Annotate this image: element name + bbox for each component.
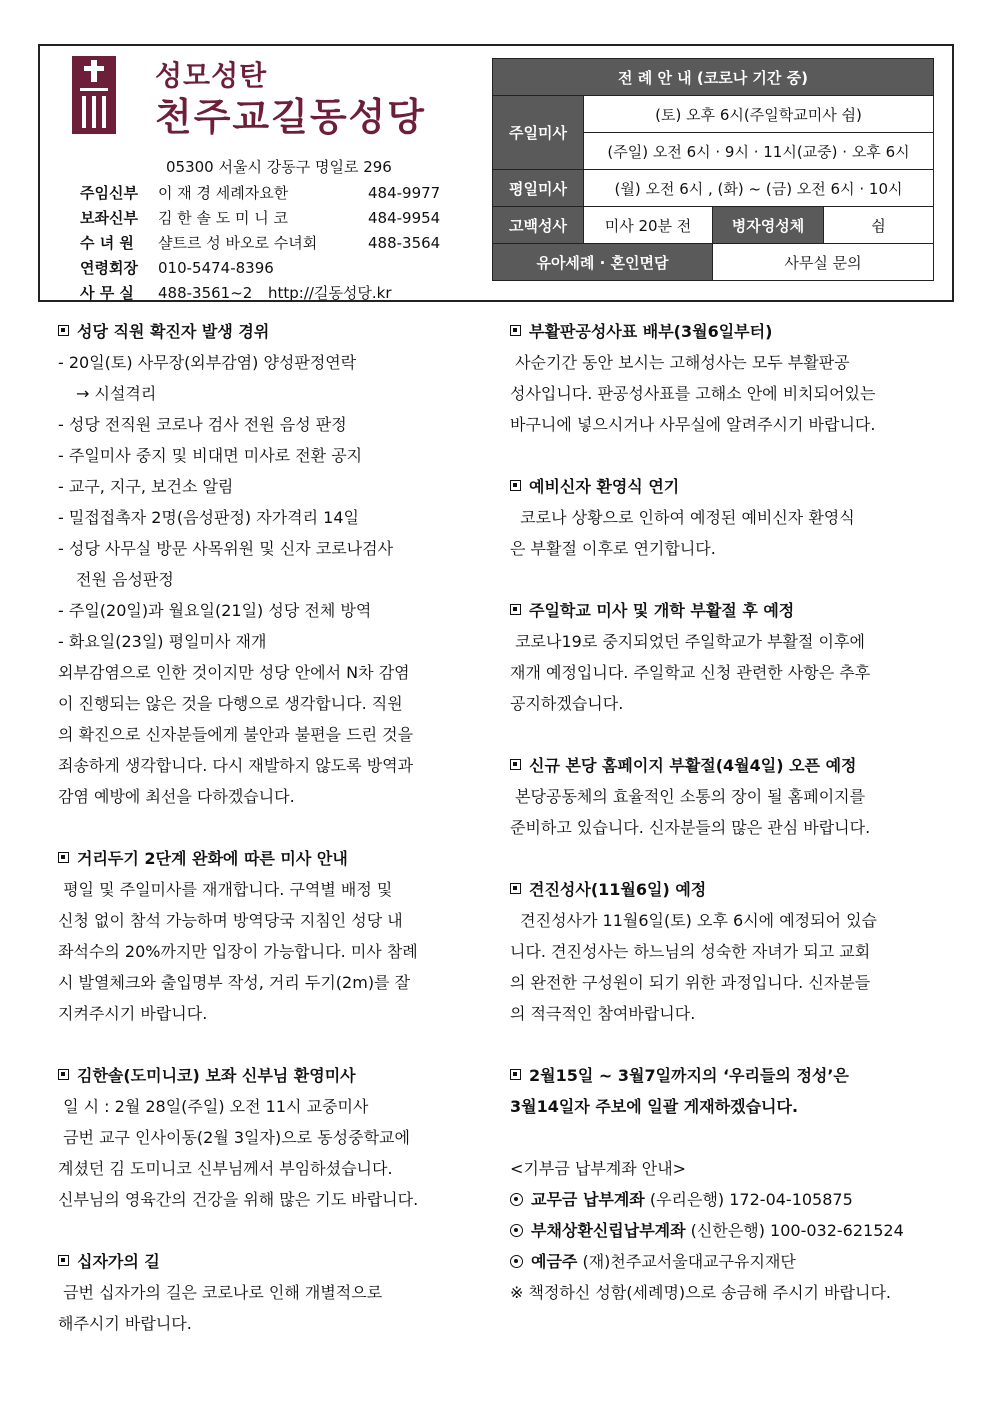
list-item: - 성당 전직원 코로나 검사 전원 음성 판정 <box>58 415 347 434</box>
paragraph-line: 죄송하게 생각합니다. 다시 재발하지 않도록 방역과 <box>58 756 414 775</box>
sunday-mass-sunday: (주일) 오전 6시 · 9시 · 11시(교중) · 오후 6시 <box>584 133 934 170</box>
sunday-mass-label: 주일미사 <box>493 96 584 170</box>
section-title <box>510 750 935 781</box>
checkbox-square-icon <box>510 604 521 615</box>
donation-item <box>510 1246 935 1277</box>
staff-role: 수 녀 원 <box>80 234 134 252</box>
mass-schedule-table <box>492 58 934 281</box>
section-title <box>58 1246 483 1277</box>
brand-title: 천주교길동성당 <box>155 95 426 139</box>
sick-communion-value: 쉼 <box>824 207 934 244</box>
church-logo <box>72 56 116 134</box>
list-item: - 밀접접촉자 2명(음성판정) 자가격리 14일 <box>58 508 359 527</box>
checkbox-square-icon <box>58 1255 69 1266</box>
sunday-mass-saturday: (토) 오후 6시(주일학교미사 쉼) <box>584 96 934 133</box>
bulletin-header <box>38 44 954 302</box>
list-item: - 20일(토) 사무장(외부감염) 양성판정연락 <box>58 353 357 372</box>
paragraph-line: 일 시 : 2월 28일(주일) 오전 11시 교중미사 <box>58 1097 369 1116</box>
paragraph-line: 니다. 견진성사는 하느님의 성숙한 자녀가 되고 교회 <box>510 942 871 961</box>
list-item: - 교구, 지구, 보건소 알림 <box>58 477 234 496</box>
donation-note: ※ 책정하신 성함(세례명)으로 송금해 주시기 바랍니다. <box>510 1283 891 1302</box>
checkbox-square-icon <box>510 325 521 336</box>
section-title <box>510 595 935 626</box>
section-title-text: 신규 본당 홈페이지 부활절(4월4일) 오픈 예정 <box>529 756 857 775</box>
paragraph-line: 금번 교구 인사이동(2월 3일자)으로 동성중학교에 <box>58 1128 410 1147</box>
paragraph-line: 준비하고 있습니다. 신자분들의 많은 관심 바랍니다. <box>510 818 871 837</box>
section-title <box>510 874 935 905</box>
weekday-mass-label: 평일미사 <box>493 170 584 207</box>
bullet-circle-icon <box>510 1224 523 1237</box>
donation-item <box>510 1184 935 1215</box>
bullet-circle-icon <box>510 1193 523 1206</box>
staff-row <box>80 180 440 205</box>
section-title-text: 부활판공성사표 배부(3월6일부터) <box>529 322 773 341</box>
checkbox-square-icon <box>510 480 521 491</box>
section-title <box>58 1060 483 1091</box>
confession-time: 미사 20분 전 <box>584 207 713 244</box>
section-title-text: 성당 직원 확진자 발생 경위 <box>77 322 270 341</box>
section-title-text: 견진성사(11월6일) 예정 <box>529 880 707 899</box>
mass-schedule-caption: 전 례 안 내 (코로나 기간 중) <box>493 59 934 96</box>
section-title-text: 주일학교 미사 및 개학 부활절 후 예정 <box>529 601 795 620</box>
church-address: 05300 서울시 강동구 명일로 296 <box>166 158 392 176</box>
staff-role: 사 무 실 <box>80 284 134 302</box>
staff-name: 샬트르 성 바오로 수녀회 <box>158 234 318 252</box>
paragraph-line: 성사입니다. 판공성사표를 고해소 안에 비치되어있는 <box>510 384 876 403</box>
paragraph-line: 이 진행되는 않은 것을 다행으로 생각합니다. 직원 <box>58 694 403 713</box>
staff-phone: 484-9954 <box>368 208 441 227</box>
section-title <box>58 843 483 874</box>
paragraph-line: 재개 예정입니다. 주일학교 신청 관련한 사항은 추후 <box>510 663 871 682</box>
paragraph-line: 의 확진으로 신자분들에게 불안과 불편을 드린 것을 <box>58 725 414 744</box>
staff-role: 연령회장 <box>80 259 138 277</box>
paragraph-line: 공지하겠습니다. <box>510 694 624 713</box>
list-item: - 화요일(23일) 평일미사 재개 <box>58 632 267 651</box>
paragraph-line: 의 적극적인 참여바랍니다. <box>510 1004 696 1023</box>
paragraph-line: 의 완전한 구성원이 되기 위한 과정입니다. 신자분들 <box>510 973 871 992</box>
staff-row <box>80 205 440 230</box>
list-item: - 주일(20일)과 월요일(21일) 성당 전체 방역 <box>58 601 372 620</box>
paragraph-line: 지켜주시기 바랍니다. <box>58 1004 208 1023</box>
baptism-label: 유아세례 · 혼인면담 <box>493 244 713 281</box>
staff-name: 이 재 경 세례자요한 <box>158 184 289 202</box>
checkbox-square-icon <box>510 883 521 894</box>
paragraph-line: 평일 및 주일미사를 재개합니다. 구역별 배정 및 <box>58 880 393 899</box>
checkbox-square-icon <box>58 325 69 336</box>
staff-phone: 488-3564 <box>368 233 441 252</box>
staff-row <box>80 230 440 255</box>
donation-detail: (우리은행) 172-04-105875 <box>649 1190 853 1209</box>
section-title-text: 십자가의 길 <box>77 1252 160 1271</box>
paragraph-line: 외부감염으로 인한 것이지만 성당 안에서 N차 감염 <box>58 663 410 682</box>
list-item: 전원 음성판정 <box>76 570 174 589</box>
paragraph-line: 해주시기 바랍니다. <box>58 1314 192 1333</box>
paragraph-line: 신청 없이 참석 가능하며 방역당국 지침인 성당 내 <box>58 911 403 930</box>
checkbox-square-icon <box>510 1069 521 1080</box>
donation-label: 부채상환신립납부계좌 <box>531 1221 686 1240</box>
paragraph-line: 사순기간 동안 보시는 고해성사는 모두 부활판공 <box>510 353 850 372</box>
section-title-text: 거리두기 2단계 완화에 따른 미사 안내 <box>77 849 348 868</box>
paragraph-line: 좌석수의 20%까지만 입장이 가능합니다. 미사 참례 <box>58 942 418 961</box>
baptism-value: 사무실 문의 <box>713 244 934 281</box>
donation-label: 교무금 납부계좌 <box>531 1190 645 1209</box>
section-title-text: 김한솔(도미니코) 보좌 신부님 환영미사 <box>77 1066 356 1085</box>
checkbox-square-icon <box>58 1069 69 1080</box>
paragraph-line: 바구니에 넣으시거나 사무실에 알려주시기 바랍니다. <box>510 415 876 434</box>
sick-communion-label: 병자영성체 <box>713 207 824 244</box>
section-title-text: 예비신자 환영식 연기 <box>529 477 680 496</box>
staff-role: 주임신부 <box>80 184 138 202</box>
confession-label: 고백성사 <box>493 207 584 244</box>
donation-title: <기부금 납부계좌 안내> <box>510 1159 687 1178</box>
staff-name: 김 한 솔 도 미 니 코 <box>158 209 289 227</box>
paragraph-line: 신부님의 영육간의 건강을 위해 많은 기도 바랍니다. <box>58 1190 419 1209</box>
right-column <box>510 316 935 1308</box>
section-title <box>510 316 935 347</box>
section-title <box>510 471 935 502</box>
paragraph-line: 은 부활절 이후로 연기합니다. <box>510 539 716 558</box>
weekday-mass-times: (월) 오전 6시 , (화) ~ (금) 오전 6시 · 10시 <box>584 170 934 207</box>
donation-detail: (재)천주교서울대교구유지재단 <box>582 1252 796 1271</box>
list-item: - 성당 사무실 방문 사목위원 및 신자 코로나검사 <box>58 539 394 558</box>
section-title <box>510 1060 935 1091</box>
checkbox-square-icon <box>58 852 69 863</box>
donation-item <box>510 1215 935 1246</box>
paragraph-line: 본당공동체의 효율적인 소통의 장이 될 홈페이지를 <box>510 787 866 806</box>
staff-directory <box>80 180 440 305</box>
staff-row <box>80 280 440 305</box>
paragraph-line: 시 발열체크와 출입명부 작성, 거리 두기(2m)를 잘 <box>58 973 411 992</box>
left-column <box>58 316 483 1339</box>
donation-detail: (신한은행) 100-032-621524 <box>690 1221 904 1240</box>
paragraph-line: 감염 예방에 최선을 다하겠습니다. <box>58 787 295 806</box>
paragraph-line: 계셨던 김 도미니코 신부님께서 부임하셨습니다. <box>58 1159 393 1178</box>
section-title-continued: 3월14일자 주보에 일괄 게재하겠습니다. <box>510 1097 799 1116</box>
staff-role: 보좌신부 <box>80 209 138 227</box>
section-title <box>58 316 483 347</box>
list-item: → 시설격리 <box>76 384 157 403</box>
website-link[interactable]: http://길동성당.kr <box>268 284 392 302</box>
section-title-text: 2월15일 ~ 3월7일까지의 ‘우리들의 정성’은 <box>529 1066 849 1085</box>
staff-row <box>80 255 440 280</box>
paragraph-line: 금번 십자가의 길은 코로나로 인해 개별적으로 <box>58 1283 383 1302</box>
staff-name: 010-5474-8396 <box>158 258 274 277</box>
paragraph-line: 코로나 상황으로 인하여 예정된 예비신자 환영식 <box>510 508 855 527</box>
staff-phone: 484-9977 <box>368 183 441 202</box>
brand-subtitle: 성모성탄 <box>155 59 268 92</box>
list-item: - 주일미사 중지 및 비대면 미사로 전환 공지 <box>58 446 363 465</box>
staff-name: 488-3561~2 <box>158 283 253 302</box>
checkbox-square-icon <box>510 759 521 770</box>
paragraph-line: 코로나19로 중지되었던 주일학교가 부활절 이후에 <box>510 632 865 651</box>
paragraph-line: 견진성사가 11월6일(토) 오후 6시에 예정되어 있습 <box>510 911 878 930</box>
bullet-circle-icon <box>510 1255 523 1268</box>
donation-label: 예금주 <box>531 1252 578 1271</box>
